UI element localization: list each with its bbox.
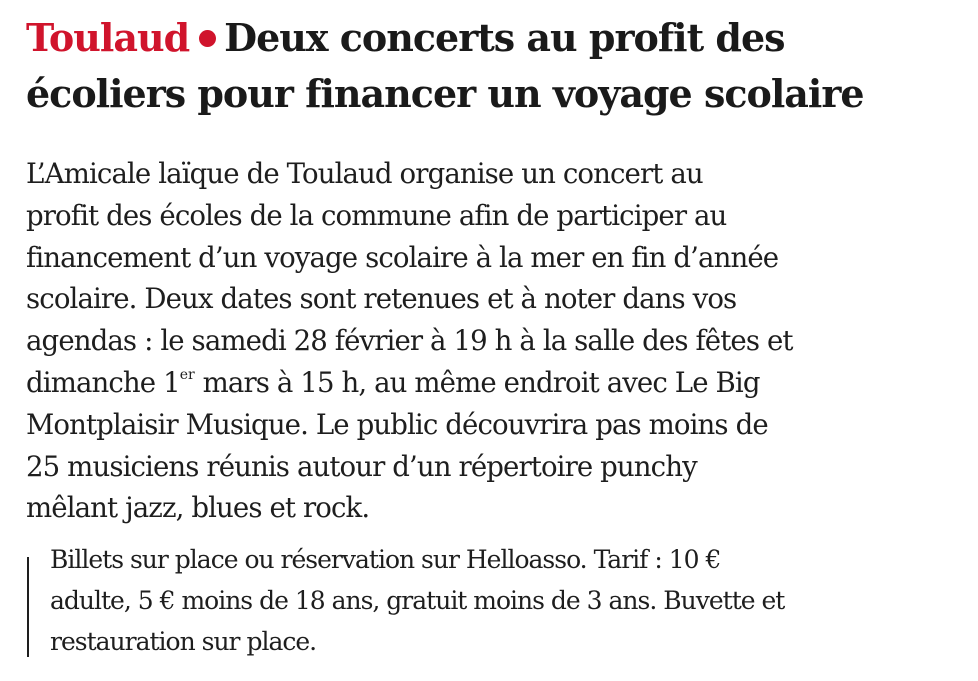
body-line bbox=[26, 362, 971, 404]
headline-line-1: Deux concerts au profit des bbox=[224, 15, 785, 60]
practical-info bbox=[50, 539, 970, 662]
article-body bbox=[26, 153, 971, 529]
body-line: financement d’un voyage scolaire à la mer en fin d’année bbox=[26, 240, 779, 274]
info-box-rule bbox=[27, 557, 29, 657]
body-line: mêlant jazz, blues et rock. bbox=[26, 491, 370, 525]
headline-line-2: écoliers pour financer un voyage scolaire bbox=[26, 71, 864, 116]
body-line-6-start: dimanche 1 bbox=[26, 365, 180, 399]
info-line: restauration sur place. bbox=[50, 627, 317, 656]
body-line-6-end: mars à 15 h, au même endroit avec Le Big bbox=[194, 365, 760, 399]
headline bbox=[26, 10, 966, 122]
info-line: Billets sur place ou réservation sur Helloasso. Tarif : 10 € bbox=[50, 545, 721, 574]
info-line: adulte, 5 € moins de 18 ans, gratuit moins de 3 ans. Buvette et bbox=[50, 586, 785, 615]
body-line: Montplaisir Musique. Le public découvrira pas moins de bbox=[26, 407, 768, 441]
headline-kicker-location: Toulaud bbox=[26, 15, 190, 60]
body-line: agendas : le samedi 28 février à 19 h à la salle des fêtes et bbox=[26, 324, 793, 358]
red-bullet-icon bbox=[199, 30, 216, 47]
body-line: scolaire. Deux dates sont retenues et à noter dans vos bbox=[26, 282, 737, 316]
ordinal-superscript: er bbox=[179, 366, 195, 383]
body-line: profit des écoles de la commune afin de participer au bbox=[26, 198, 727, 232]
body-line: 25 musiciens réunis autour d’un répertoire punchy bbox=[26, 449, 697, 483]
body-line: L’Amicale laïque de Toulaud organise un concert au bbox=[26, 157, 703, 190]
